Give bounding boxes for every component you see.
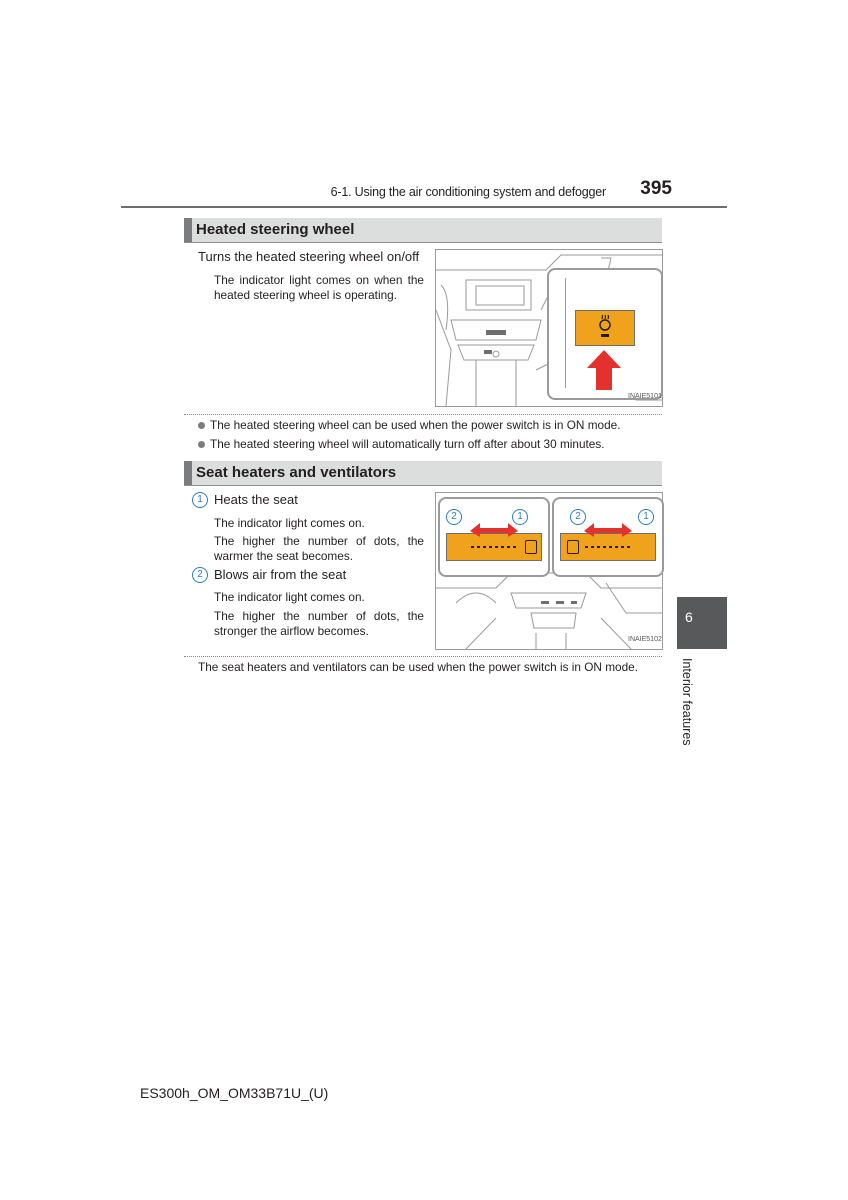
seat-heat-icon <box>525 540 537 554</box>
chapter-number: 6 <box>685 609 693 625</box>
level-dots <box>585 546 633 548</box>
right-seat-panel <box>552 497 664 577</box>
callout-2: 2 <box>446 509 462 525</box>
page-number: 395 <box>640 178 672 199</box>
panel-edge <box>549 278 566 388</box>
section-heading-heated-steering <box>184 218 662 243</box>
steering-note-1: The heated steering wheel can be used when the power switch is in ON mode. <box>210 418 621 432</box>
double-arrow-icon <box>470 521 518 537</box>
section-heading-seat-heaters <box>184 461 662 486</box>
heated-steering-button <box>575 310 635 346</box>
bullet-icon <box>198 441 205 448</box>
number-badge-1: 1 <box>192 492 208 508</box>
bullet-icon <box>198 422 205 429</box>
heading-text: Heated steering wheel <box>196 221 355 238</box>
steering-note-2: The heated steering wheel will automatically turn off after about 30 minutes. <box>210 437 605 451</box>
dotted-divider <box>184 656 662 657</box>
header-rule <box>121 206 727 208</box>
callout-1: 1 <box>638 509 654 525</box>
seat-heater-illustration <box>435 492 663 650</box>
indicator-light <box>601 334 609 337</box>
callout-1: 1 <box>512 509 528 525</box>
running-header: 6-1. Using the air conditioning system and defogger <box>330 185 606 199</box>
zoom-callout <box>547 268 663 400</box>
chapter-tab <box>677 597 727 649</box>
figure-code: INAIE5101 <box>628 393 662 400</box>
chapter-label-container <box>672 658 702 758</box>
press-arrow-icon <box>587 350 621 390</box>
steering-heat-icon <box>597 315 613 331</box>
number-badge-2: 2 <box>192 567 208 583</box>
steering-instruction: Turns the heated steering wheel on/off <box>198 249 420 264</box>
steering-switch-illustration <box>435 249 663 407</box>
left-seat-panel <box>438 497 550 577</box>
callout-2: 2 <box>570 509 586 525</box>
figure-code: INAIE5102 <box>628 636 662 643</box>
right-seat-switch <box>560 533 656 561</box>
chapter-label: Interior features <box>680 658 694 746</box>
item-1-note-2: The higher the number of dots, the warmer the seat becomes. <box>214 534 424 563</box>
heading-marker <box>184 461 192 485</box>
level-dots <box>471 546 519 548</box>
item-1-label: Heats the seat <box>214 492 298 507</box>
item-2-label: Blows air from the seat <box>214 567 347 582</box>
steering-indicator-note: The indicator light comes on when the heated steering wheel is operating. <box>214 273 424 302</box>
double-arrow-icon <box>584 521 632 537</box>
heading-text: Seat heaters and ventilators <box>196 464 397 481</box>
document-code: ES300h_OM_OM33B71U_(U) <box>140 1085 329 1101</box>
left-seat-switch <box>446 533 542 561</box>
heading-marker <box>184 218 192 242</box>
seat-fan-icon <box>567 540 579 554</box>
item-2-note-2: The higher the number of dots, the stronger the airflow becomes. <box>214 609 424 638</box>
item-2-note-1: The indicator light comes on. <box>214 590 365 604</box>
item-1-note-1: The indicator light comes on. <box>214 516 365 530</box>
dotted-divider <box>184 414 662 415</box>
seat-heater-footnote: The seat heaters and ventilators can be used when the power switch is in ON mode. <box>198 660 638 674</box>
